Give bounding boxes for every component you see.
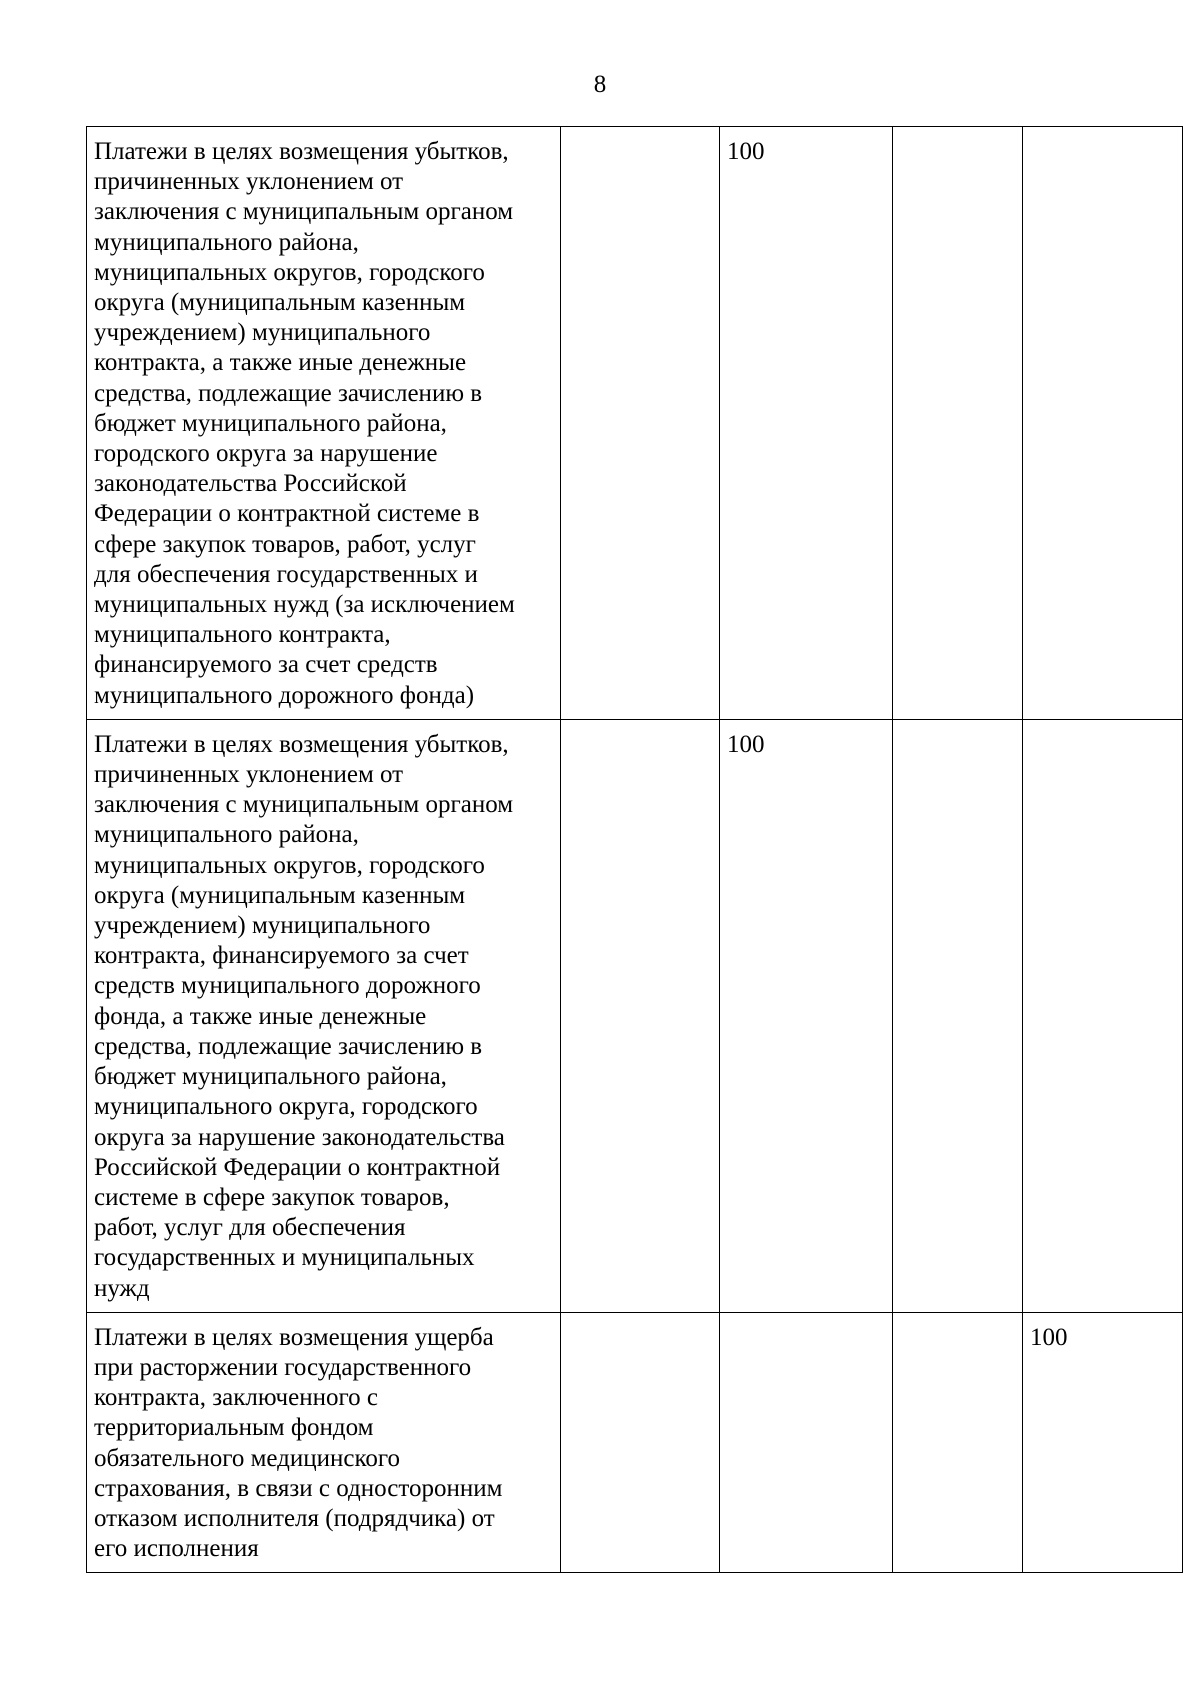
row-description: Платежи в целях возмещения убытков, причиненных уклонением от заключения с муниципальным органом муниципального района, муниципальных округов, городского округа (муниципальным казенным учреждением) муниципального контракта, финансируемого за счет средств муниципального дорожного фонда, а также иные денежные средства, подлежащие зачислению в бюджет муниципального района, муниципального округа, городского округа за нарушение законодательства Российской Федерации о контрактной системе в сфере закупок товаров, работ, услуг для обеспечения государственных и муниципальных нужд [94, 730, 514, 1302]
row-col5-cell [1023, 127, 1183, 720]
row-col2-cell [561, 127, 720, 720]
page-number: 8 [593, 71, 607, 98]
row-col2-cell [561, 719, 720, 1312]
row-col2-cell [561, 1312, 720, 1573]
distribution-table [86, 126, 1183, 1573]
row-col3-cell [720, 1312, 893, 1573]
table-row [87, 719, 1183, 1312]
row-col5-cell: 100 [1023, 1312, 1183, 1573]
row-col3-cell: 100 [720, 127, 893, 720]
row-col4-cell [893, 719, 1023, 1312]
row-description-cell [87, 127, 561, 720]
row-col3-cell: 100 [720, 719, 893, 1312]
row-col4-cell [893, 127, 1023, 720]
row-col4-cell [893, 1312, 1023, 1573]
row-description-cell [87, 1312, 561, 1573]
row-col5-cell [1023, 719, 1183, 1312]
table-row [87, 1312, 1183, 1573]
row-description-cell [87, 719, 561, 1312]
row-description: Платежи в целях возмещения ущерба при расторжении государственного контракта, заключенного с территориальным фондом обязательного медицинского страхования, в связи с односторонним отказом исполнителя (подрядчика) от его исполнения [94, 1323, 503, 1563]
row-description: Платежи в целях возмещения убытков, причиненных уклонением от заключения с муниципальным органом муниципального района, муниципальных округов, городского округа (муниципальным казенным учреждением) муниципального контракта, а также иные денежные средства, подлежащие зачислению в бюджет муниципального района, городского округа за нарушение законодательства Российской Федерации о контрактной системе в сфере закупок товаров, работ, услуг для обеспечения государственных и муниципальных нужд (за исключением муниципального контракта, финансируемого за счет средств муниципального дорожного фонда) [94, 138, 515, 709]
table-row [87, 127, 1183, 720]
